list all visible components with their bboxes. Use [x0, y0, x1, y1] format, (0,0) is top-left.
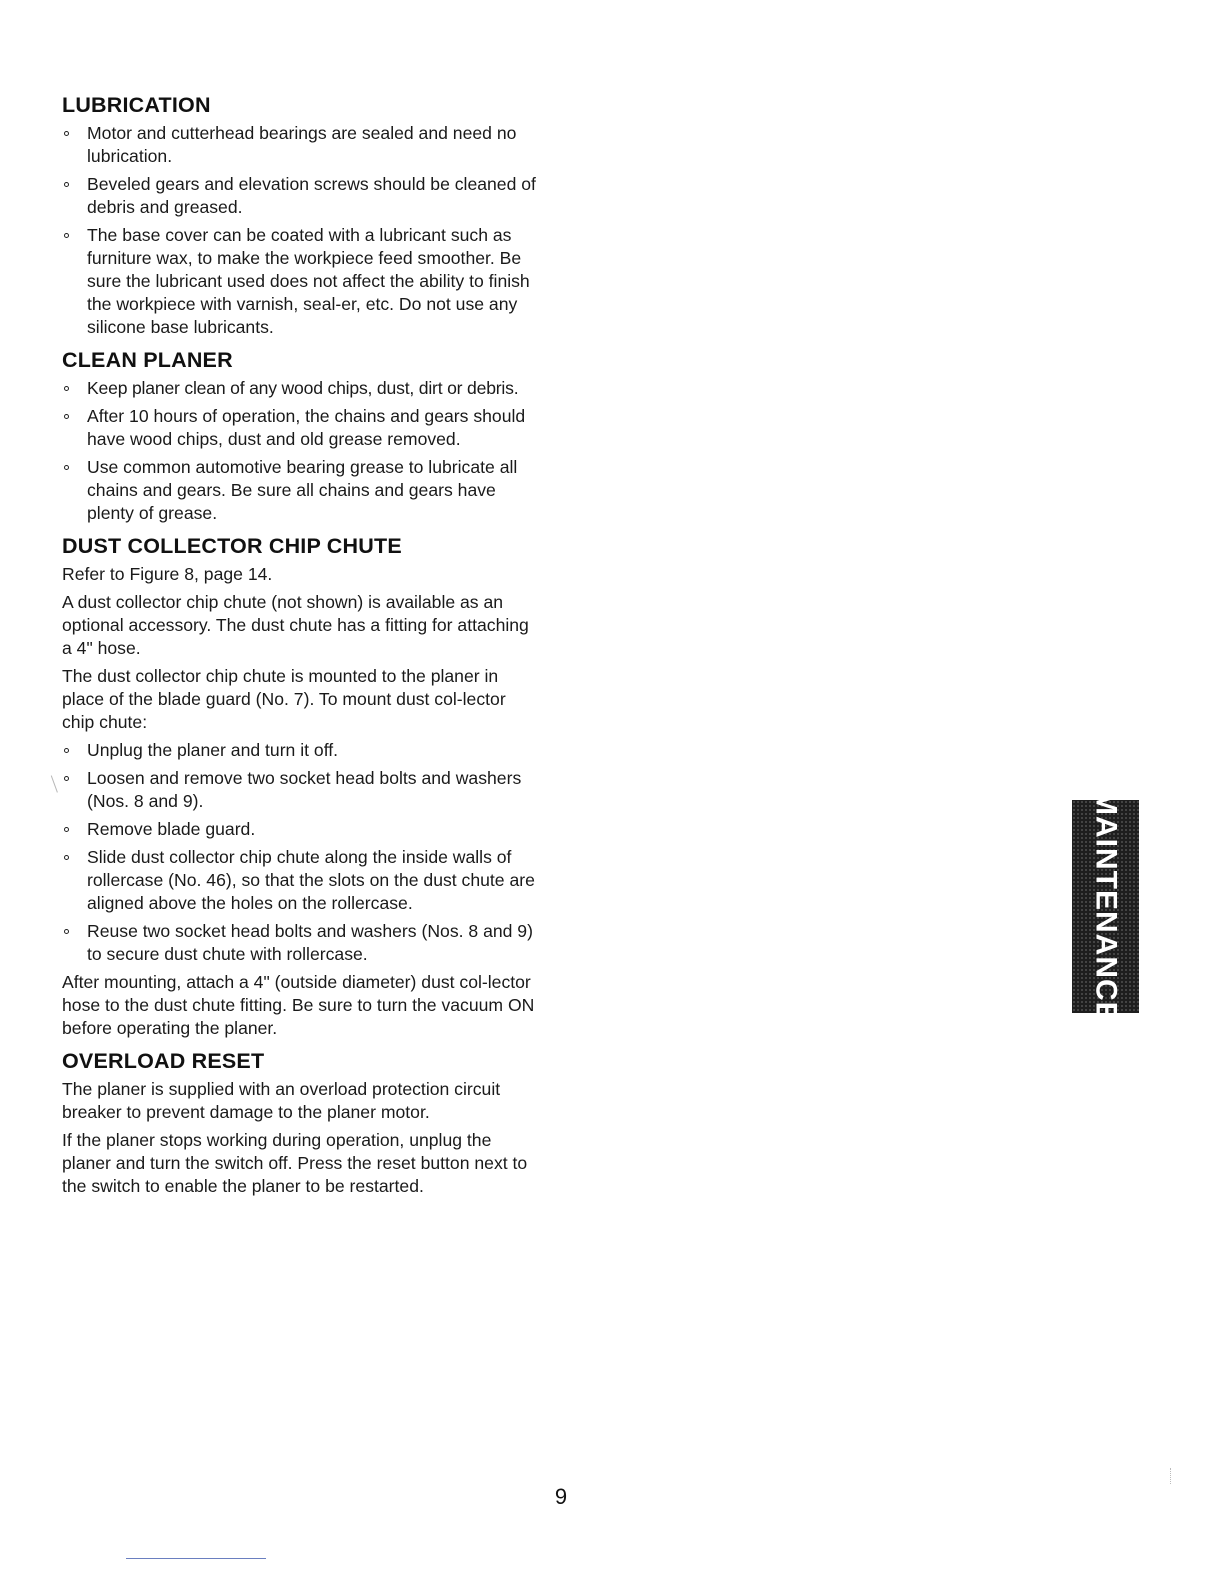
list-item-text: Remove blade guard.: [87, 819, 256, 839]
margin-mark: [45, 775, 58, 794]
list-item-text: Unplug the planer and turn it off.: [87, 740, 339, 760]
clean-planer-section: [62, 347, 537, 525]
clean-planer-list: [62, 377, 537, 525]
bullet-icon: [64, 182, 69, 187]
bullet-icon: [64, 776, 69, 781]
list-item-text: The base cover can be coated with a lubricant such as furniture wax, to make the workpiece feed smoother. Be sure the lubricant used does not affect the ability to finish the workpiece with varnish, seal-er, etc. Do not use any silicone base lubricants.: [87, 225, 530, 337]
figure-reference: Refer to Figure 8, page 14.: [62, 564, 273, 584]
list-item: [62, 122, 537, 168]
paragraph: After mounting, attach a 4" (outside diameter) dust col-lector hose to the dust chute fitting. Be sure to turn the vacuum ON before operating the planer.: [62, 972, 535, 1038]
dust-collector-section: [62, 533, 537, 1040]
list-item-text: After 10 hours of operation, the chains and gears should have wood chips, dust and old grease removed.: [87, 406, 526, 449]
page-number: 9: [554, 1484, 568, 1509]
maintenance-tab-label: MAINTENANCE: [1089, 790, 1123, 1023]
list-item-text: Beveled gears and elevation screws should be cleaned of debris and greased.: [87, 174, 536, 217]
lubrication-section: [62, 92, 537, 339]
list-item: [62, 405, 537, 451]
list-item: [62, 224, 537, 339]
list-item: [62, 377, 537, 400]
list-item: [62, 173, 537, 219]
bullet-icon: [64, 855, 69, 860]
paragraph: If the planer stops working during operation, unplug the planer and turn the switch off. Press the reset button next to the switch to enable the planer to be restarted.: [62, 1130, 528, 1196]
bullet-icon: [64, 748, 69, 753]
maintenance-tab: [1072, 790, 1139, 1023]
overload-reset-section: [62, 1048, 537, 1198]
bullet-icon: [64, 233, 69, 238]
bullet-icon: [64, 929, 69, 934]
overload-reset-heading: OVERLOAD RESET: [62, 1049, 265, 1073]
list-item-text: Slide dust collector chip chute along the inside walls of rollercase (No. 46), so that the slots on the dust chute are aligned above the holes on the rollercase.: [87, 847, 535, 913]
dust-collector-heading: DUST COLLECTOR CHIP CHUTE: [62, 534, 402, 558]
clean-planer-heading: CLEAN PLANER: [62, 348, 233, 372]
list-item: [62, 767, 537, 813]
lubrication-list: [62, 122, 537, 339]
list-item-text: Motor and cutterhead bearings are sealed and need no lubrication.: [87, 123, 517, 166]
bullet-icon: [64, 386, 69, 391]
list-item: [62, 456, 537, 525]
bullet-icon: [64, 827, 69, 832]
bullet-icon: [64, 465, 69, 470]
scan-mark: [1170, 1468, 1171, 1484]
bullet-icon: [64, 414, 69, 419]
list-item-text: Reuse two socket head bolts and washers (Nos. 8 and 9) to secure dust chute with rollercase.: [87, 921, 533, 964]
paragraph: The dust collector chip chute is mounted to the planer in place of the blade guard (No. 7). To mount dust col-lector chip chute:: [62, 666, 506, 732]
list-item-text: Keep planer clean of any wood chips, dust, dirt or debris.: [87, 378, 519, 398]
list-item: [62, 846, 537, 915]
footer-rule: [126, 1558, 266, 1559]
lubrication-heading: LUBRICATION: [62, 93, 211, 117]
paragraph: A dust collector chip chute (not shown) is available as an optional accessory. The dust chute has a fitting for attaching a 4" hose.: [62, 592, 529, 658]
list-item: [62, 920, 537, 966]
list-item-text: Use common automotive bearing grease to lubricate all chains and gears. Be sure all chains and gears have plenty of grease.: [87, 457, 518, 523]
bullet-icon: [64, 131, 69, 136]
list-item: [62, 739, 537, 762]
list-item: [62, 818, 537, 841]
text-column: [62, 92, 537, 1203]
paragraph: The planer is supplied with an overload protection circuit breaker to prevent damage to the planer motor.: [62, 1079, 501, 1122]
mount-steps-list: [62, 739, 537, 966]
list-item-text: Loosen and remove two socket head bolts and washers (Nos. 8 and 9).: [87, 768, 522, 811]
